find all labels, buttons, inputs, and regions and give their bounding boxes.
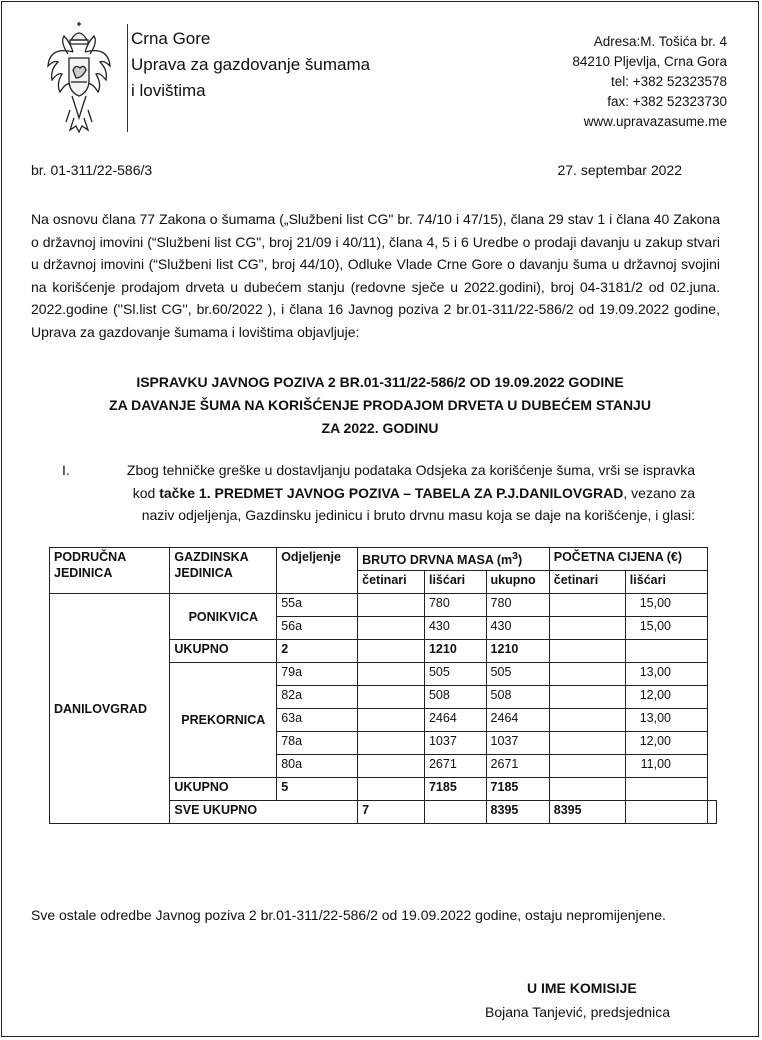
broadleaf-cell: 430	[424, 617, 486, 640]
section-paragraph	[110, 459, 695, 527]
total-cell: 2671	[486, 755, 549, 778]
broadleaf-cell: 780	[424, 594, 486, 617]
intro-paragraph: Na osnovu člana 77 Zakona o šumama („Službeni list CG" br. 74/10 i 47/15), člana 29 stav 1 i člana 40 Zakona o državnoj imovini (“Službeni list CG", broj 21/09 i 40/11), člana 4, 5 i 6 Uredbe o prodaji davanju u zakup stvari u državnoj imovini (“Službeni list CG", broj 44/10), Odluke Vlade Crne Gore o davanju šuma u državnoj svojini na korišćenje prodajom drveta u dubećem stanju (redovne sječe u 2022.godini), broj 04-3181/2 od 02.juna. 2022.godine (''Sl.list CG'', br.60/2022 ), i člana 16 Javnog poziva 2 br.01-311/22-586/2 od 19.09.2022 godine, Uprava za gazdovanje šumama i lovištima objavljuje:	[31, 211, 720, 340]
compartment-cell: 55a	[277, 594, 358, 617]
header-mass-text: BRUTO DRVNA MASA (m	[362, 553, 513, 568]
organization-name	[131, 26, 370, 104]
subtotal-label: UKUPNO	[170, 778, 277, 801]
total-cell: 780	[486, 594, 549, 617]
compartment-cell: 63a	[277, 709, 358, 732]
subheader-conifers: četinari	[358, 571, 425, 594]
grand-total-total: 8395	[549, 801, 625, 824]
broadleaf-cell: 508	[424, 686, 486, 709]
timber-table	[49, 547, 717, 824]
total-cell: 1037	[486, 732, 549, 755]
title-line1: ISPRAVKU JAVNOG POZIVA 2 BR.01-311/22-586/2 OD 19.09.2022 GODINE	[136, 374, 624, 390]
price-broadleaf-cell: 12,00	[625, 732, 707, 755]
total-cell: 2464	[486, 709, 549, 732]
document-date: 27. septembar 2022	[557, 162, 682, 178]
section-text-bold: tačke 1. PREDMET JAVNOG POZIVA – TABELA ZA P.J.DANILOVGRAD	[159, 484, 624, 501]
conifers-cell	[358, 709, 425, 732]
broadleaf-cell: 2464	[424, 709, 486, 732]
org-name-line2: i lovištima	[131, 81, 206, 100]
reference-number: br. 01-311/22-586/3	[31, 162, 153, 178]
org-country: Crna Gore	[131, 29, 211, 48]
price-conifers-cell	[549, 663, 625, 686]
subtotal-broadleaf: 1210	[424, 640, 486, 663]
fax-line: fax: +382 52323730	[607, 94, 727, 109]
price-broadleaf-cell: 12,00	[625, 686, 707, 709]
table-row	[50, 594, 717, 617]
ponikvica-cell: PONIKVICA	[170, 594, 277, 640]
title-line2: ZA DAVANJE ŠUMA NA KORIŠĆENJE PRODAJOM DRVETA U DUBEĆEM STANJU	[109, 397, 651, 413]
broadleaf-cell: 2671	[424, 755, 486, 778]
price-broadleaf-cell: 13,00	[625, 709, 707, 732]
unit-name-cell: DANILOVGRAD	[50, 594, 170, 824]
subheader-price-broadleaf: lišćari	[625, 571, 707, 594]
signature-heading: U IME KOMISIJE	[527, 980, 637, 996]
header-gross-mass	[358, 548, 550, 571]
price-broadleaf-cell: 13,00	[625, 663, 707, 686]
header-management-unit: GAZDINSKA JEDINICA	[170, 548, 277, 594]
grand-total-price-broadleaf	[708, 801, 717, 824]
header-compartment: Odjeljenje	[277, 548, 358, 594]
conifers-cell	[358, 755, 425, 778]
document-title	[60, 371, 700, 440]
price-broadleaf-cell: 11,00	[625, 755, 707, 778]
price-broadleaf-cell: 15,00	[625, 594, 707, 617]
broadleaf-cell: 1037	[424, 732, 486, 755]
price-conifers-cell	[549, 732, 625, 755]
total-cell: 505	[486, 663, 549, 686]
conifers-cell	[358, 663, 425, 686]
header-start-price: POČETNA CIJENA (€)	[549, 548, 707, 571]
price-conifers-cell	[549, 755, 625, 778]
contact-block	[572, 32, 727, 132]
grand-total-conifers	[424, 801, 486, 824]
price-conifers-cell	[549, 594, 625, 617]
subtotal-count: 5	[277, 778, 358, 801]
compartment-cell: 82a	[277, 686, 358, 709]
conifers-cell	[358, 617, 425, 640]
header-divider	[127, 24, 128, 132]
title-line3: ZA 2022. GODINU	[321, 420, 439, 436]
subtotal-price-conifers	[549, 778, 625, 801]
broadleaf-cell: 505	[424, 663, 486, 686]
subtotal-conifers	[358, 640, 425, 663]
grand-total-broadleaf: 8395	[486, 801, 549, 824]
compartment-cell: 78a	[277, 732, 358, 755]
header-mass-sup: 3	[512, 551, 518, 562]
subtotal-total: 1210	[486, 640, 549, 663]
price-conifers-cell	[549, 617, 625, 640]
coat-of-arms-emblem	[46, 22, 112, 134]
website-line: www.upravazasume.me	[583, 114, 727, 129]
subheader-total: ukupno	[486, 571, 549, 594]
header-mass-close: )	[517, 553, 523, 568]
grand-total-price-conifers	[625, 801, 707, 824]
subheader-broadleaf: lišćari	[424, 571, 486, 594]
closing-paragraph: Sve ostale odredbe Javnog poziva 2 br.01-311/22-586/2 od 19.09.2022 godine, ostaju nepromijenjene.	[31, 907, 666, 923]
conifers-cell	[358, 732, 425, 755]
org-name-line1: Uprava za gazdovanje šumama	[131, 55, 371, 74]
signature-name: Bojana Tanjević, predsjednica	[485, 1004, 670, 1020]
subtotal-broadleaf: 7185	[424, 778, 486, 801]
subtotal-price-broadleaf	[625, 640, 707, 663]
price-broadleaf-cell: 15,00	[625, 617, 707, 640]
address-line: Adresa:M. Tošića br. 4	[593, 34, 727, 49]
section-numeral: I.	[62, 462, 70, 478]
phone-line: tel: +382 52323578	[611, 74, 727, 89]
subtotal-conifers	[358, 778, 425, 801]
conifers-cell	[358, 594, 425, 617]
city-line: 84210 Pljevlja, Crna Gora	[572, 54, 727, 69]
table-header-row	[50, 548, 717, 571]
grand-total-label: SVE UKUPNO	[170, 801, 358, 824]
compartment-cell: 79a	[277, 663, 358, 686]
compartment-cell: 56a	[277, 617, 358, 640]
section-text-after: , vezano za naziv odjeljenja, Gazdinsku jedinicu i bruto drvnu masu koja se daje na korišćenje, i glasi:	[141, 484, 695, 523]
price-conifers-cell	[549, 686, 625, 709]
subtotal-total: 7185	[486, 778, 549, 801]
compartment-cell: 80a	[277, 755, 358, 778]
subtotal-count: 2	[277, 640, 358, 663]
total-cell: 430	[486, 617, 549, 640]
price-conifers-cell	[549, 709, 625, 732]
total-cell: 508	[486, 686, 549, 709]
section-text-before: Zbog tehničke greške u dostavljanju podataka Odsjeka za korišćenje šuma, vrši se ispravka kod	[126, 462, 695, 501]
subtotal-price-broadleaf	[625, 778, 707, 801]
subheader-price-conifers: četinari	[549, 571, 625, 594]
conifers-cell	[358, 686, 425, 709]
header-unit: PODRUČNA JEDINICA	[50, 548, 170, 594]
grand-total-count: 7	[358, 801, 425, 824]
subtotal-label: UKUPNO	[170, 640, 277, 663]
prekornica-cell: PREKORNICA	[170, 663, 277, 778]
subtotal-price-conifers	[549, 640, 625, 663]
